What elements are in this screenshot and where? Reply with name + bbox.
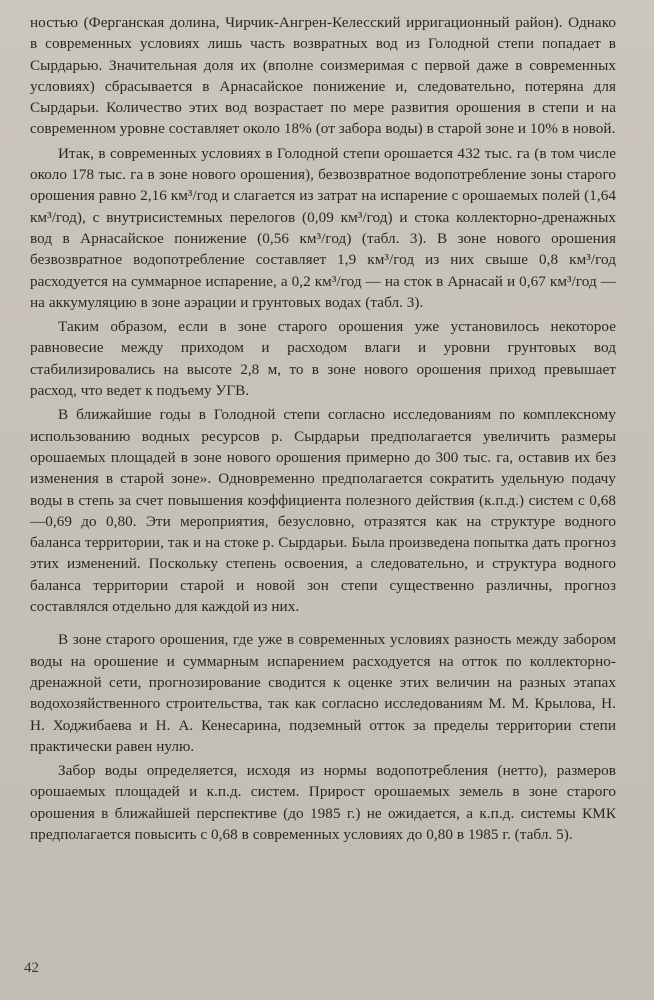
page-body-text (30, 12, 616, 845)
paragraph-continuation: ностью (Ферганская долина, Чирчик-Ангрен-Келесский ирригационный район). Однако в современных условиях лишь часть возвратных вод из Голодной степи попадает в Сырдарью. Значительная доля их (вполне соизмеримая с первой даже в современных условиях) сбрасывается в Арнасайское понижение и, следовательно, потеряна для Сырдарьи. Количество этих вод возрастает по мере развития орошения в степи и на современном уровне составляет около 18% (от забора воды) в старой зоне и 10% в новой. (30, 14, 616, 138)
page-number: 42 (24, 960, 39, 976)
paragraph-equilibrium: Таким образом, если в зоне старого орошения уже установилось некоторое равновесие между приходом и расходом влаги и уровни грунтовых вод стабилизировались на высоте 2,8 м, то в зоне нового орошения приход превышает расход, что ведет к подъему УГВ. (30, 318, 616, 400)
paragraph-old-zone-forecast: В зоне старого орошения, где уже в современных условиях разность между забором воды на орошение и суммарным испарением расходуется на отток по коллекторно-дренажной сети, прогнозирование сводится к оценке этих величин на разных этапах водохозяйственного строительства, так как согласно исследованиям М. М. Крылова, Н. Н. Ходжибаева и Н. А. Кенесарина, подземный отток за пределы территории степи практически равен нулю. (30, 631, 616, 755)
paragraph-forecast-plans: В ближайшие годы в Голодной степи согласно исследованиям по комплексному использованию водных ресурсов р. Сырдарьи предполагается увеличить размеры орошаемых площадей в зоне нового орошения примерно до 300 тыс. га, оставив их без изменения в старой зоне». Одновременно предполагается сократить удельную подачу воды в степь за счет повышения коэффициента полезного действия (к.п.д.) систем с 0,68—0,69 до 0,80. Эти мероприятия, безусловно, отразятся как на структуре водного баланса территории, так и на стоке р. Сырдарьи. Была произведена попытка дать прогноз этих изменений. Поскольку степень освоения, а следовательно, и структура водного баланса территории старой и новой зон степи существенно различны, прогноз составлялся отдельно для каждой из них. (30, 406, 616, 616)
paragraph-current-conditions: Итак, в современных условиях в Голодной степи орошается 432 тыс. га (в том числе около 178 тыс. га в зоне нового орошения), безвозвратное водопотребление зоны старого орошения равно 2,16 км³/год и слагается из затрат на испарение с орошаемых полей (1,64 км³/год), с внутрисистемных перелогов (0,09 км³/год) и стока коллекторно-дренажных вод в Арнасайское понижение (0,56 км³/год) (табл. 3). В зоне нового орошения безвозвратное водопотребление составляет 1,9 км³/год из них свыше 0,8 км³/год расходуется на суммарное испарение, а 0,2 км³/год — на сток в Арнасай и 0,67 км³/год — на аккумуляцию в зоне аэрации и грунтовых водах (табл. 3). (30, 144, 616, 311)
paragraph-water-intake: Забор воды определяется, исходя из нормы водопотребления (нетто), размеров орошаемых площадей и к.п.д. систем. Прирост орошаемых земель в зоне старого орошения в ближайшей перспективе (до 1985 г.) не ожидается, а к.п.д. системы КМК предполагается повысить с 0,68 в современных условиях до 0,80 в 1985 г. (табл. 5). (30, 762, 616, 843)
